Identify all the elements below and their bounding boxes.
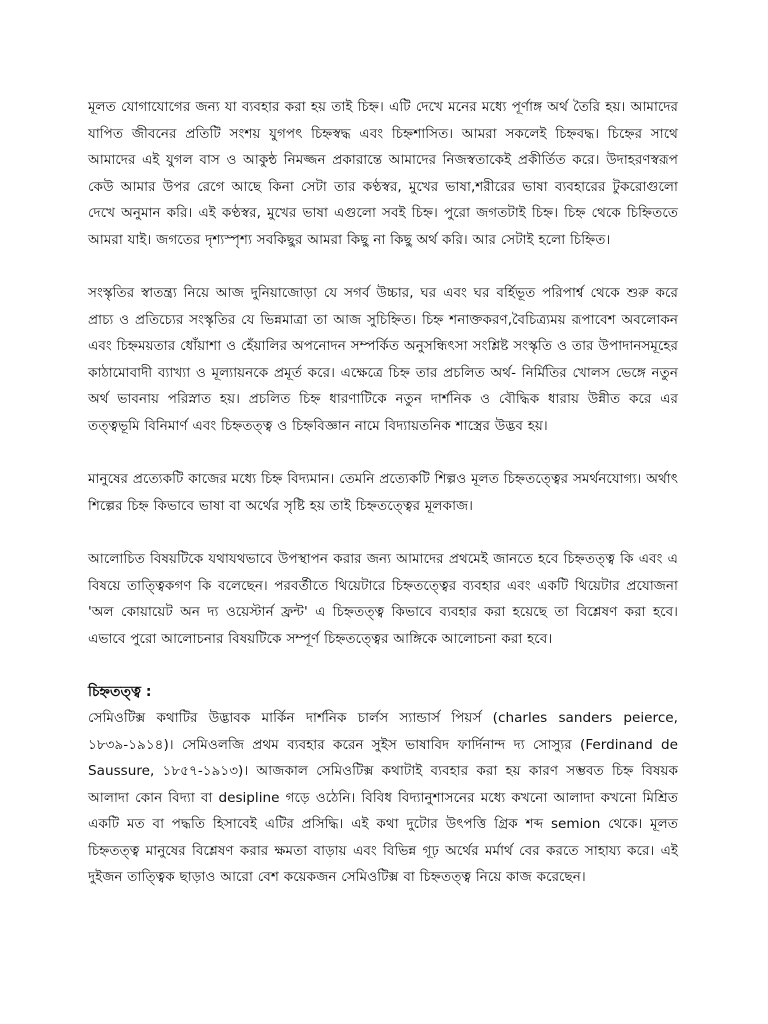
paragraph-4: আলোচিত বিষয়টিকে যথাযথভাবে উপস্থাপন করার জন্য আমাদের প্রথমেই জানতে হবে চিহ্নতত্ত্ব কি এবং এ বিষয়ে তাত্ত্বিকগণ কি বলেছেন। পরবর্তীতে থিয়েটারে চিহ্নতত্ত্বের ব্যবহার এবং একটি থিয়েটার প্রযোজনা 'অল কোয়ায়েট অন দ্য ওয়েস্টার্ন ফ্রন্ট' এ চিহ্নতত্ত্ব কিভাবে ব্যবহার করা হয়েছে তা বিশ্লেষণ করা হবে। এভাবে পুরো আলোচনার বিষয়টিকে সম্পূর্ণ চিহ্নতত্ত্বের আঙ্গিকে আলোচনা করা হবে।: [88, 551, 678, 647]
section-heading: চিহ্নতত্ত্ব :: [88, 684, 152, 700]
section-paragraph: সেমিওটিক্স কথাটির উদ্ভাবক মার্কিন দার্শনিক চার্লস স্যান্ডার্স পিয়র্স (charles sanders peierce, ১৮৩৯-১৯১৪)। সেমিওলজি প্রথম ব্যবহার করেন সুইস ভাষাবিদ ফার্দিনান্দ দ্য সোস্যুর (Ferdinand de Saussure, ১৮৫৭-১৯১৩)। আজকাল সেমিওটিক্স কথাটাই ব্যবহার করা হয় কারণ সম্ভবত চিহ্ন বিষয়ক আলাদা কোন বিদ্যা বা desipline গড়ে ওঠেনি। বিবিধ বিদ্যানুশাসনের মধ্যে কখনো আলাদা কখনো মিশ্রিত একটি মত বা পদ্ধতি হিসাবেই এটির প্রসিদ্ধি। এই কথা দুটোর উৎপত্তি গ্রিক শব্দ semion থেকে। মূলত চিহ্নতত্ত্ব মানুষের বিশ্লেষণ করার ক্ষমতা বাড়ায় এবং বিভিন্ন গূঢ় অর্থের মর্মার্থ বের করতে সাহায্য করে। এই দুইজন তাত্ত্বিক ছাড়াও আরো বেশ কয়েকজন সেমিওটিক্স বা চিহ্নতত্ত্ব নিয়ে কাজ করেছেন।: [88, 710, 678, 885]
document-body: [88, 94, 678, 918]
paragraph-3: মানুষের প্রত্যেকটি কাজের মধ্যে চিহ্ন বিদ্যমান। তেমনি প্রত্যেকটি শিল্পও মূলত চিহ্নতত্ত্বের সমর্থনযোগ্য। অর্থাৎ শিল্পের চিহ্ন কিভাবে ভাষা বা অর্থের সৃষ্টি হয় তাই চিহ্নতত্ত্বের মূলকাজ।: [88, 471, 678, 514]
paragraph-1: মূলত যোগাযোগের জন্য যা ব্যবহার করা হয় তাই চিহ্ন। এটি দেখে মনের মধ্যে পূর্ণাঙ্গ অর্থ তৈরি হয়। আমাদের যাপিত জীবনের প্রতিটি সংশয় যুগপৎ চিহ্নস্বদ্ধ এবং চিহ্নশাসিত। আমরা সকলেই চিহ্নবদ্ধ। চিহ্নের সাথে আমাদের এই যুগল বাস ও আকুন্ঠ নিমজ্জন প্রকারান্তে আমাদের নিজস্বতাকেই প্রকীর্তিত করে। উদাহরণস্বরূপ কেউ আমার উপর রেগে আছে কিনা সেটা তার কণ্ঠস্বর, মুখের ভাষা,শরীরের ভাষা ব্যবহারের টুকরোগুলো দেখে অনুমান করি। এই কণ্ঠস্বর, মুখের ভাষা এগুলো সবই চিহ্ন। পুরো জগতটাই চিহ্ন। চিহ্ন থেকে চিহ্নিততে আমরা যাই। জগতের দৃশ্যস্পৃশ্য সবকিছুর আমরা কিছু না কিছু অর্থ করি। আর সেটাই হলো চিহ্নিত।: [88, 99, 678, 248]
paragraph-2: সংস্কৃতির স্বাতন্ত্র্য নিয়ে আজ দুনিয়াজোড়া যে সগর্ব উচ্চার, ঘর এবং ঘর বর্হিভূত পরিপার্শ্ব থেকে শুরু করে প্রাচ্য ও প্রতিচ্যের সংস্কৃতির যে ভিন্নমাত্রা তা আজ সুচিহ্নিত। চিহ্ন শনাক্তকরণ,বৈচিত্র্যময় রূপাবেশ অবলোকন এবং চিহ্নময়তার ধোঁয়াশা ও হেঁয়ালির অপনোদন সম্পর্কিত অনুসন্ধিৎসা সংশ্লিষ্ট সংস্কৃতি ও তার উপাদানসমূহের কাঠামোবাদী ব্যাখ্যা ও মূল্যায়নকে প্রমূর্ত করে। এক্ষেত্রে চিহ্ন তার প্রচলিত অর্থ- নির্মিতির খোলস ভেঙ্গে নতুন অর্থ ভাবনায় পরিস্নাত হয়। প্রচলিত চিহ্ন ধারণাটিকে নতুন দার্শনিক ও বৌদ্ধিক ধারায় উন্নীত করে এর তত্ত্বভূমি বিনিমার্ণ এবং চিহ্নতত্ত্ব ও চিহ্নবিজ্ঞান নামে বিদ্যায়তনিক শাস্ত্রের উদ্ভব হয়।: [88, 285, 678, 434]
